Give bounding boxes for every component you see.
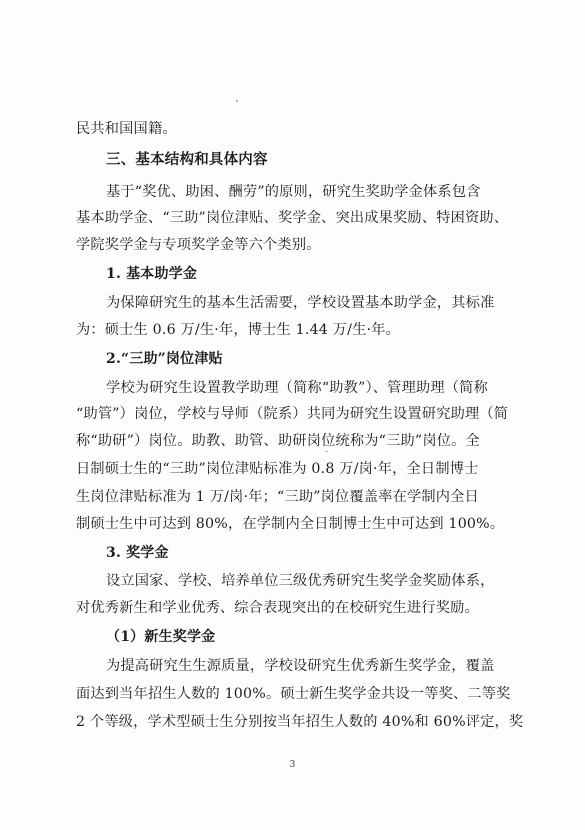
subsection-heading: 1. 基本助学金 — [106, 266, 198, 282]
body-text-line: 学校为研究生设置教学助理（简称“助教”）、管理助理（简称 — [106, 380, 488, 396]
body-text-line: 称“助研”）岗位。助教、助管、助研岗位统称为“三助”岗位。全 — [76, 433, 480, 449]
scan-speck — [325, 451, 328, 452]
body-text-line: 学院奖学金与专项奖学金等六个类别。 — [76, 237, 321, 253]
body-text-line: 基于“奖优、助困、酬劳”的原则，研究生奖助学金体系包含 — [106, 184, 481, 200]
body-text-line: “助管”）岗位，学校与导师（院系）共同为研究生设置研究助理（简 — [76, 406, 509, 422]
body-text-line: 制硕士生中可达到 80%，在学制内全日制博士生中可达到 100%。 — [76, 516, 505, 532]
scan-speck — [236, 100, 238, 102]
body-text-line: 生岗位津贴标准为 1 万/岗·年；“三助”岗位覆盖率在学制内全日 — [76, 489, 479, 505]
subsection-heading: 2.“三助”岗位津贴 — [106, 351, 223, 367]
section-heading: 三、基本结构和具体内容 — [106, 151, 268, 168]
body-text-line: 民共和国国籍。 — [76, 121, 177, 137]
page-number: 3 — [289, 760, 296, 770]
body-text-line: 面达到当年招生人数的 100%。硕士新生奖学金共设一等奖、二等奖 — [76, 686, 511, 702]
subsection-heading: （1）新生奖学金 — [106, 629, 216, 645]
body-text-line: 设立国家、学校、培养单位三级优秀研究生奖学金奖励体系， — [106, 573, 495, 589]
body-text-line: 为：硕士生 0.6 万/生·年，博士生 1.44 万/生·年。 — [76, 322, 400, 338]
subsection-heading: 3. 奖学金 — [106, 545, 169, 561]
body-text-line: 2 个等级，学术型硕士生分别按当年招生人数的 40%和 60%评定，奖 — [76, 714, 524, 730]
body-text-line: 日制硕士生的“三助”岗位津贴标准为 0.8 万/岗·年，全日制博士 — [76, 461, 479, 477]
body-text-line: 对优秀新生和学业优秀、综合表现突出的在校研究生进行奖励。 — [76, 600, 479, 616]
body-text-line: 基本助学金、“三助”岗位津贴、奖学金、突出成果奖励、特困资助、 — [76, 210, 509, 226]
body-text-line: 为保障研究生的基本生活需要，学校设置基本助学金，其标准 — [106, 295, 495, 311]
body-text-line: 为提高研究生生源质量，学校设研究生优秀新生奖学金，覆盖 — [106, 658, 495, 674]
